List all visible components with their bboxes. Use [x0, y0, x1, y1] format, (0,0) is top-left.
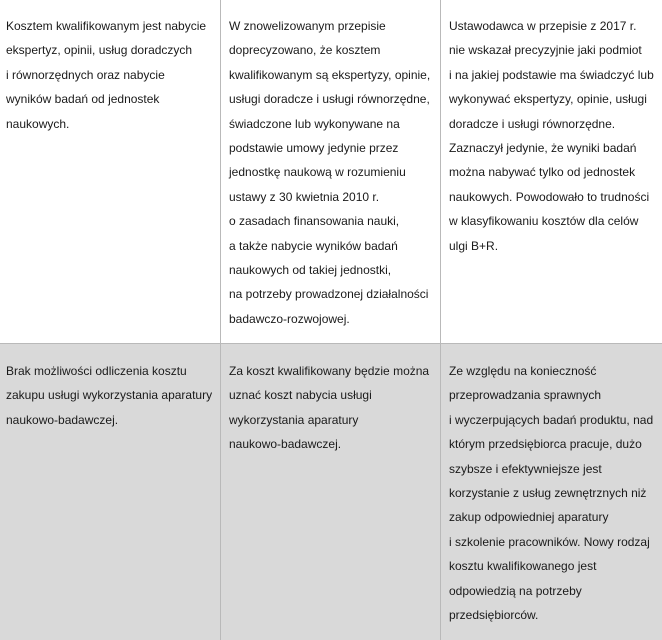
cell-text-line: można nabywać tylko od jednostek — [449, 165, 636, 180]
cell-text-line: naukowych. — [6, 116, 70, 131]
cell-text-line: naukowych. Powodowało to trudności — [449, 189, 650, 204]
cell-text-line: naukowych od takiej jednostki, — [229, 263, 392, 278]
cell-text-line: ekspertyz, opinii, usług doradczych — [6, 43, 193, 58]
cell-text-line: przedsiębiorców. — [449, 608, 539, 623]
cell-text-line: i szkolenie pracowników. Nowy rodzaj — [449, 534, 650, 549]
cell-text-line: korzystanie z usług zewnętrznych niż — [449, 486, 647, 501]
cell-text-line: i wyczerpujących badań produktu, nad — [449, 412, 654, 427]
cell-text-line: uznać koszt nabycia usługi — [229, 388, 372, 403]
cell-text-line: wykonywać ekspertyzy, opinie, usługi — [449, 92, 647, 107]
cell-text-line: o zasadach finansowania nauki, — [229, 214, 400, 229]
cell-text-line: i równorzędnych oraz nabycie — [6, 67, 165, 82]
cell-text-line: kosztu kwalifikowanego jest — [449, 559, 597, 574]
cell-text-line: nie wskazał precyzyjnie jaki podmiot — [449, 43, 642, 58]
cell-text-line: ustawy z 30 kwietnia 2010 r. — [229, 189, 380, 204]
cell-text-line: zakup odpowiedniej aparatury — [449, 510, 609, 525]
cell-text-line: Zaznaczył jedynie, że wyniki badań — [449, 141, 637, 156]
cell-row2-col1 — [0, 343, 221, 640]
cell-text-line: Ze względu na konieczność — [449, 364, 597, 378]
cell-text-line: szybsze i efektywniejsze jest — [449, 461, 602, 476]
cell-text-line: usługi doradcze i usługi równorzędne, — [229, 92, 430, 107]
cell-text-line: kwalifikowanym są ekspertyzy, opinie, — [229, 67, 431, 82]
cell-text-line: którym przedsiębiorca pracuje, dużo — [449, 437, 642, 452]
cell-text-line: naukowo-badawczej. — [6, 412, 119, 427]
cell-text-line: świadczone lub wykonywane na — [229, 116, 400, 131]
cell-text-line: i na jakiej podstawie ma świadczyć lub — [449, 67, 654, 82]
cell-text-line: podstawie umowy jedynie przez — [229, 141, 399, 156]
cell-text-line: jednostkę naukową w rozumieniu — [229, 165, 406, 180]
cell-text-line: wyników badań od jednostek — [6, 92, 160, 107]
cell-text-line: wykorzystania aparatury — [229, 412, 359, 427]
cell-text-line: naukowo-badawczej. — [229, 437, 342, 452]
cell-text-line: Kosztem kwalifikowanym jest nabycie — [6, 19, 207, 33]
cell-row1-col1 — [0, 0, 221, 343]
cell-text-line: Brak możliwości odliczenia kosztu — [6, 364, 187, 378]
cell-text-line: na potrzeby prowadzonej działalności — [229, 287, 429, 302]
cell-text-line: przeprowadzania sprawnych — [449, 388, 602, 403]
cell-row2-col2 — [221, 343, 441, 640]
cell-text-line: doradcze i usługi równorzędne. — [449, 116, 616, 131]
cell-text-line: odpowiedzią na potrzeby — [449, 583, 582, 598]
cell-text-line: W znowelizowanym przepisie — [229, 19, 386, 33]
cell-text-line: doprecyzowano, że kosztem — [229, 43, 381, 58]
cell-row2-col3 — [441, 343, 662, 640]
cell-text-line: zakupu usługi wykorzystania aparatury — [6, 388, 213, 403]
cell-row1-col3 — [441, 0, 662, 343]
cell-text-line: badawczo-rozwojowej. — [229, 311, 350, 326]
row-divider — [0, 343, 662, 344]
cell-text-line: a także nabycie wyników badań — [229, 238, 398, 253]
cell-text-line: ulgi B+R. — [449, 238, 499, 253]
cell-text-line: w klasyfikowaniu kosztów dla celów — [449, 214, 639, 229]
cell-text-line: Za koszt kwalifikowany będzie można — [229, 364, 430, 378]
cell-row1-col2 — [221, 0, 441, 343]
cell-text-line: Ustawodawca w przepisie z 2017 r. — [449, 19, 637, 33]
